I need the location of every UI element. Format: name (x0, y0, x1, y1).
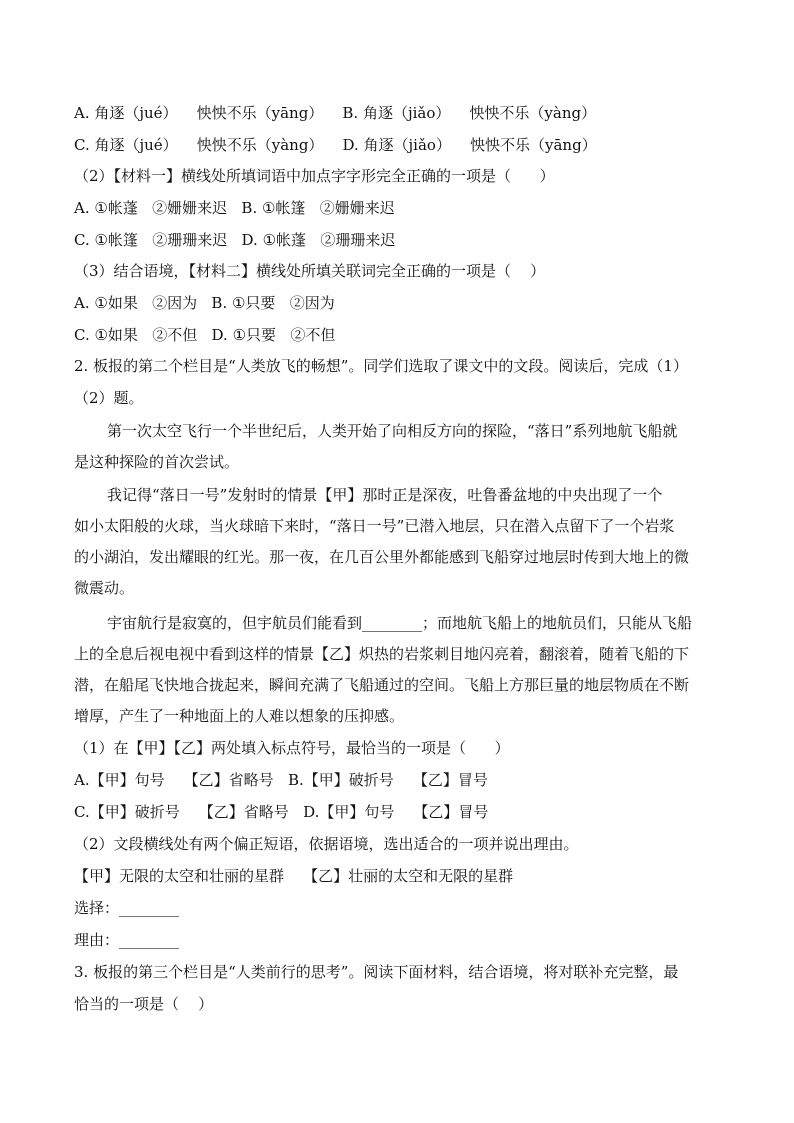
q2-1-prompt: （1）在【甲】【乙】两处填入标点符号，最恰当的一项是（ ） (74, 739, 510, 757)
passage-p3-line3: 潜，在船尾飞快地合拢起来，瞬间充满了飞船通过的空间。飞船上方那巨量的地层物质在不断 (74, 676, 690, 694)
passage-p2-line3: 的小湖泊，发出耀眼的红光。那一夜，在几百公里外都能感到飞船穿过地层时传到大地上的微 (74, 548, 690, 566)
q2-1-options-cd: C.【甲】破折号 【乙】省略号 D.【甲】句号 【乙】冒号 (74, 803, 489, 821)
q1-2-prompt: （2）【材料一】横线处所填词语中加点字字形完全正确的一项是（ ） (74, 167, 555, 185)
passage-p3-line4: 增厚，产生了一种地面上的人难以想象的压抑感。 (74, 707, 405, 725)
passage-p3-line2: 上的全息后视电视中看到这样的情景【乙】炽热的岩浆刺目地闪亮着，翻滚着，随着飞船的下 (74, 645, 690, 663)
q2-1-options-ab: A.【甲】句号 【乙】省略号 B.【甲】破折号 【乙】冒号 (74, 771, 488, 789)
reason-answer-line: 理由：________ (74, 931, 180, 949)
passage-p3-line1: 宇宙航行是寂寞的，但宇航员们能看到________；而地航飞船上的地航员们，只能从飞船 (107, 614, 693, 632)
q1-2-options-ab: A. ①帐蓬 ②姗姗来迟 B. ①帐篷 ②姗姗来迟 (74, 199, 395, 217)
q1-3-prompt: （3）结合语境，【材料二】横线处所填关联词完全正确的一项是（ ） (74, 262, 546, 280)
q3-prompt-line2: 恰当的一项是（ ） (74, 995, 214, 1013)
passage-p1-line2: 是这种探险的首次尝试。 (74, 453, 240, 471)
choice-answer-line: 选择：________ (74, 899, 180, 917)
q1-1-options-ab: A. 角逐（jué） 怏怏不乐（yāng） B. 角逐（jiǎo） 怏怏不乐（yàng） (74, 104, 597, 122)
q2-prompt-line1: 2. 板报的第二个栏目是“人类放飞的畅想”。同学们选取了课文中的文段。阅读后，完成（1） (74, 357, 688, 375)
q2-2-choices: 【甲】无限的太空和壮丽的星群 【乙】壮丽的太空和无限的星群 (74, 867, 514, 885)
passage-p2-line1: 我记得“落日一号”发射时的情景【甲】那时正是深夜，吐鲁番盆地的中央出现了一个 (107, 486, 663, 504)
q2-2-prompt: （2）文段横线处有两个偏正短语，依据语境，选出适合的一项并说出理由。 (74, 835, 579, 853)
q2-prompt-line2: （2）题。 (74, 389, 144, 407)
passage-p2-line2: 如小太阳般的火球，当火球暗下来时，“落日一号”已潜入地层，只在潜入点留下了一个岩浆 (74, 517, 675, 535)
passage-p2-line4: 微震动。 (74, 579, 135, 597)
q1-3-options-ab: A. ①如果 ②因为 B. ①只要 ②因为 (74, 294, 335, 312)
q1-3-options-cd: C. ①如果 ②不但 D. ①只要 ②不但 (74, 326, 336, 344)
q1-1-options-cd: C. 角逐（jué） 怏怏不乐（yàng） D. 角逐（jiǎo） 怏怏不乐（yāng） (74, 136, 597, 154)
q3-prompt-line1: 3. 板报的第三个栏目是“人类前行的思考”。阅读下面材料，结合语境，将对联补充完整，最 (74, 963, 679, 981)
passage-p1-line1: 第一次太空飞行一个半世纪后，人类开始了向相反方向的探险，“落日”系列地航飞船就 (107, 422, 678, 440)
q1-2-options-cd: C. ①帐篷 ②珊珊来迟 D. ①帐蓬 ②珊珊来迟 (74, 231, 396, 249)
